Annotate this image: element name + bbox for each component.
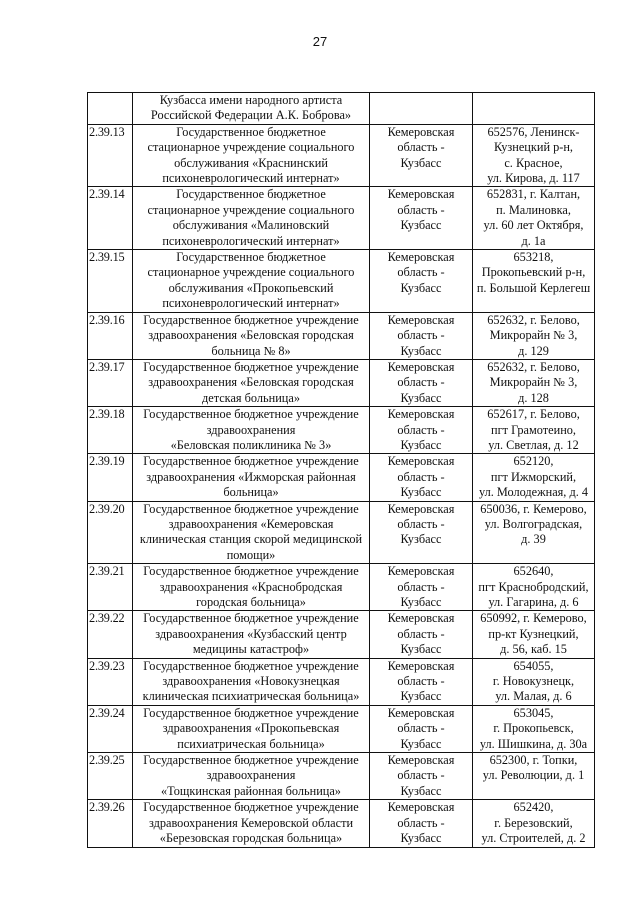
region-cell bbox=[370, 407, 473, 454]
name-line: Государственное бюджетное учреждение bbox=[143, 501, 359, 516]
name-line: Государственное бюджетное учреждение bbox=[143, 611, 359, 626]
name-line: Государственное бюджетное учреждение bbox=[143, 705, 359, 720]
name-line: больница» bbox=[223, 485, 279, 500]
address-line: пгт Краснобродский, bbox=[478, 579, 589, 594]
address-line: Микрорайн № 3, bbox=[489, 328, 578, 343]
table-row bbox=[88, 250, 595, 313]
region-line: область - bbox=[397, 721, 445, 736]
address-line: Микрорайн № 3, bbox=[489, 375, 578, 390]
region-cell bbox=[370, 359, 473, 406]
table-row bbox=[88, 501, 595, 564]
address-line: ул. Молодежная, д. 4 bbox=[478, 485, 589, 500]
address-cell bbox=[473, 800, 595, 847]
table-row bbox=[88, 124, 595, 187]
region-cell bbox=[370, 250, 473, 313]
row-number-cell: 2.39.22 bbox=[88, 611, 133, 658]
region-line: Кузбасс bbox=[400, 783, 442, 798]
region-line: Кемеровская bbox=[387, 359, 455, 374]
name-line: «Березовская городская больница» bbox=[159, 831, 343, 846]
region-line: Кузбасс bbox=[400, 595, 442, 609]
address-line: 652576, Ленинск- bbox=[487, 124, 580, 139]
name-line: Государственное бюджетное bbox=[176, 187, 326, 202]
table-row bbox=[88, 187, 595, 250]
table-row bbox=[88, 753, 595, 800]
address-line: д. 56, каб. 15 bbox=[500, 642, 567, 657]
name-line: здравоохранения bbox=[206, 422, 296, 437]
address-cell bbox=[473, 93, 595, 125]
row-number-cell: 2.39.25 bbox=[88, 753, 133, 800]
institution-name-cell bbox=[133, 564, 370, 611]
region-line: Кузбасс bbox=[400, 689, 442, 704]
address-cell bbox=[473, 658, 595, 705]
address-cell bbox=[473, 501, 595, 564]
address-line: пр-кт Кузнецкий, bbox=[488, 626, 579, 641]
region-line: область - bbox=[397, 328, 445, 343]
address-line: ул. Шишкина, д. 30а bbox=[479, 736, 588, 751]
name-line: здравоохранения «Кузбасский центр bbox=[155, 626, 347, 641]
address-cell bbox=[473, 611, 595, 658]
region-line: область - bbox=[397, 140, 445, 155]
institution-name-cell bbox=[133, 658, 370, 705]
region-line: область - bbox=[397, 674, 445, 689]
region-line: Кемеровская bbox=[387, 187, 455, 202]
name-line: детская больница» bbox=[201, 390, 300, 405]
region-line: Кемеровская bbox=[387, 705, 455, 720]
region-line: Кузбасс bbox=[400, 532, 442, 547]
address-line: д. 39 bbox=[521, 532, 546, 547]
name-line: здравоохранения «Беловская городская bbox=[148, 375, 354, 390]
region-cell bbox=[370, 124, 473, 187]
address-cell bbox=[473, 454, 595, 501]
address-line: г. Новокузнецк, bbox=[492, 674, 575, 689]
name-line: Государственное бюджетное учреждение bbox=[143, 658, 359, 673]
region-cell bbox=[370, 187, 473, 250]
address-cell bbox=[473, 187, 595, 250]
name-line: клиническая станция скорой медицинской bbox=[139, 532, 363, 547]
region-line: область - bbox=[397, 516, 445, 531]
address-line: 652632, г. Белово, bbox=[487, 312, 580, 327]
name-line: здравоохранения «Новокузнецкая bbox=[162, 674, 340, 689]
institution-name-cell bbox=[133, 187, 370, 250]
row-number-cell: 2.39.14 bbox=[88, 187, 133, 250]
table-row bbox=[88, 800, 595, 847]
name-line: Кузбасса имени народного артиста bbox=[159, 93, 343, 107]
address-cell bbox=[473, 753, 595, 800]
address-cell bbox=[473, 564, 595, 611]
region-line: Кемеровская bbox=[387, 611, 455, 626]
name-line: психоневрологический интернат» bbox=[162, 233, 340, 248]
address-line: п. Малиновка, bbox=[496, 202, 571, 217]
region-line: область - bbox=[397, 422, 445, 437]
region-cell bbox=[370, 611, 473, 658]
name-line: Российской Федерации А.К. Боброва» bbox=[150, 108, 352, 123]
name-line: здравоохранения «Ижморская районная bbox=[146, 469, 356, 484]
region-cell bbox=[370, 93, 473, 125]
name-line: Государственное бюджетное учреждение bbox=[143, 564, 359, 579]
region-line: область - bbox=[397, 202, 445, 217]
name-line: Государственное бюджетное bbox=[176, 250, 326, 265]
address-line: Прокопьевский р-н, bbox=[481, 265, 586, 280]
institution-name-cell bbox=[133, 705, 370, 752]
region-line: Кемеровская bbox=[387, 564, 455, 579]
region-cell bbox=[370, 564, 473, 611]
address-line: ул. Малая, д. 6 bbox=[495, 689, 572, 704]
address-line: 652420, bbox=[513, 800, 554, 815]
region-line: Кузбасс bbox=[400, 343, 442, 358]
institution-name-cell bbox=[133, 501, 370, 564]
address-line: ул. Кирова, д. 117 bbox=[487, 171, 580, 186]
region-cell bbox=[370, 501, 473, 564]
table-body bbox=[88, 93, 595, 848]
address-line: 652831, г. Калтан, bbox=[486, 187, 581, 202]
region-cell bbox=[370, 705, 473, 752]
region-line: Кемеровская bbox=[387, 124, 455, 139]
name-line: Государственное бюджетное учреждение bbox=[143, 312, 359, 327]
address-line: ул. Гагарина, д. 6 bbox=[488, 595, 579, 609]
region-line: область - bbox=[397, 469, 445, 484]
name-line: Государственное бюджетное учреждение bbox=[143, 454, 359, 469]
institution-name-cell bbox=[133, 124, 370, 187]
name-line: Государственное бюджетное учреждение bbox=[143, 407, 359, 422]
table-row bbox=[88, 658, 595, 705]
page-number: 27 bbox=[312, 34, 328, 49]
region-line: Кузбасс bbox=[400, 736, 442, 751]
region-line: Кузбасс bbox=[400, 280, 442, 295]
row-number-cell: 2.39.26 bbox=[88, 800, 133, 847]
name-line: медицины катастроф» bbox=[192, 642, 310, 657]
name-line: психоневрологический интернат» bbox=[162, 296, 340, 311]
region-cell bbox=[370, 312, 473, 359]
region-line: Кузбасс bbox=[400, 642, 442, 657]
address-line: г. Березовский, bbox=[494, 815, 573, 830]
region-line: Кузбасс bbox=[400, 155, 442, 170]
row-number-cell: 2.39.24 bbox=[88, 705, 133, 752]
address-line: 653045, bbox=[513, 705, 554, 720]
table-row bbox=[88, 359, 595, 406]
region-line: Кемеровская bbox=[387, 753, 455, 768]
table-row bbox=[88, 454, 595, 501]
table-row bbox=[88, 611, 595, 658]
row-number-cell: 2.39.20 bbox=[88, 501, 133, 564]
name-line: Государственное бюджетное учреждение bbox=[143, 753, 359, 768]
name-line: обслуживания «Прокопьевский bbox=[168, 280, 334, 295]
row-number-cell: 2.39.23 bbox=[88, 658, 133, 705]
address-line: г. Прокопьевск, bbox=[493, 721, 574, 736]
address-line: 652632, г. Белово, bbox=[487, 359, 580, 374]
address-line: ул. Светлая, д. 12 bbox=[488, 437, 579, 452]
address-cell bbox=[473, 124, 595, 187]
address-line: 653218, bbox=[513, 250, 554, 265]
address-cell bbox=[473, 407, 595, 454]
institution-name-cell bbox=[133, 454, 370, 501]
name-line: психоневрологический интернат» bbox=[162, 171, 340, 186]
address-cell bbox=[473, 359, 595, 406]
name-line: обслуживания «Краснинский bbox=[174, 155, 328, 170]
region-line: Кемеровская bbox=[387, 407, 455, 422]
region-cell bbox=[370, 658, 473, 705]
name-line: больница № 8» bbox=[211, 343, 291, 358]
table-row bbox=[88, 564, 595, 611]
name-line: Государственное бюджетное учреждение bbox=[143, 800, 359, 815]
address-line: 652120, bbox=[513, 454, 554, 469]
name-line: клиническая психиатрическая больница» bbox=[142, 689, 360, 704]
institution-name-cell bbox=[133, 800, 370, 847]
name-line: «Тощкинская районная больница» bbox=[161, 783, 341, 798]
institution-name-cell bbox=[133, 407, 370, 454]
address-line: д. 128 bbox=[518, 390, 549, 405]
address-line: ул. 60 лет Октября, bbox=[483, 218, 584, 233]
table-row bbox=[88, 407, 595, 454]
address-cell bbox=[473, 250, 595, 313]
address-cell bbox=[473, 705, 595, 752]
address-line: 650036, г. Кемерово, bbox=[480, 501, 587, 516]
table-row bbox=[88, 312, 595, 359]
address-line: п. Большой Керлегеш bbox=[476, 280, 591, 295]
region-line: область - bbox=[397, 579, 445, 594]
region-line: Кемеровская bbox=[387, 454, 455, 469]
name-line: стационарное учреждение социального bbox=[147, 202, 355, 217]
name-line: здравоохранения «Краснобродская bbox=[159, 579, 343, 594]
name-line: здравоохранения «Беловская городская bbox=[148, 328, 354, 343]
address-cell bbox=[473, 312, 595, 359]
region-cell bbox=[370, 800, 473, 847]
region-line: область - bbox=[397, 626, 445, 641]
institution-name-cell bbox=[133, 611, 370, 658]
name-line: здравоохранения bbox=[206, 768, 296, 783]
institution-name-cell bbox=[133, 753, 370, 800]
region-line: Кузбасс bbox=[400, 485, 442, 500]
row-number-cell bbox=[88, 93, 133, 125]
name-line: городская больница» bbox=[196, 595, 306, 609]
address-line: ул. Волгоградская, bbox=[484, 516, 583, 531]
institutions-table bbox=[87, 92, 595, 848]
address-line: 652640, bbox=[513, 564, 554, 579]
row-number-cell: 2.39.16 bbox=[88, 312, 133, 359]
address-line: пгт Грамотеино, bbox=[491, 422, 576, 437]
address-line: Кузнецкий р-н, bbox=[493, 140, 573, 155]
institution-name-cell bbox=[133, 359, 370, 406]
region-line: область - bbox=[397, 265, 445, 280]
region-line: область - bbox=[397, 815, 445, 830]
name-line: Государственное бюджетное bbox=[176, 124, 326, 139]
region-line: Кузбасс bbox=[400, 437, 442, 452]
name-line: здравоохранения «Кемеровская bbox=[168, 516, 334, 531]
region-line: Кемеровская bbox=[387, 658, 455, 673]
region-line: Кемеровская bbox=[387, 501, 455, 516]
name-line: Государственное бюджетное учреждение bbox=[143, 359, 359, 374]
region-cell bbox=[370, 454, 473, 501]
row-number-cell: 2.39.19 bbox=[88, 454, 133, 501]
table-row bbox=[88, 93, 595, 125]
row-number-cell: 2.39.18 bbox=[88, 407, 133, 454]
address-line: д. 129 bbox=[518, 343, 549, 358]
row-number-cell: 2.39.17 bbox=[88, 359, 133, 406]
institution-name-cell bbox=[133, 312, 370, 359]
region-line: Кемеровская bbox=[387, 312, 455, 327]
name-line: здравоохранения «Прокопьевская bbox=[162, 721, 340, 736]
row-number-cell: 2.39.13 bbox=[88, 124, 133, 187]
address-line: ул. Революции, д. 1 bbox=[482, 768, 585, 783]
address-line: 652617, г. Белово, bbox=[487, 407, 580, 422]
region-line: Кузбасс bbox=[400, 218, 442, 233]
row-number-cell: 2.39.21 bbox=[88, 564, 133, 611]
region-cell bbox=[370, 753, 473, 800]
name-line: обслуживания «Малиновский bbox=[172, 218, 330, 233]
address-line: пгт Ижморский, bbox=[490, 469, 577, 484]
name-line: стационарное учреждение социального bbox=[147, 140, 355, 155]
region-line: область - bbox=[397, 375, 445, 390]
address-line: д. 1а bbox=[521, 233, 546, 248]
region-line: Кемеровская bbox=[387, 250, 455, 265]
address-line: 652300, г. Топки, bbox=[489, 753, 578, 768]
address-line: с. Красное, bbox=[504, 155, 563, 170]
region-line: Кузбасс bbox=[400, 390, 442, 405]
address-line: ул. Строителей, д. 2 bbox=[481, 831, 586, 846]
row-number-cell: 2.39.15 bbox=[88, 250, 133, 313]
region-line: Кузбасс bbox=[400, 831, 442, 846]
institution-name-cell bbox=[133, 93, 370, 125]
name-line: стационарное учреждение социального bbox=[147, 265, 355, 280]
name-line: психиатрическая больница» bbox=[177, 736, 325, 751]
name-line: здравоохранения Кемеровской области bbox=[148, 815, 354, 830]
table-row bbox=[88, 705, 595, 752]
region-line: Кемеровская bbox=[387, 800, 455, 815]
name-line: помощи» bbox=[226, 547, 276, 562]
address-line: 650992, г. Кемерово, bbox=[480, 611, 587, 626]
address-line: 654055, bbox=[513, 658, 554, 673]
institution-name-cell bbox=[133, 250, 370, 313]
name-line: «Беловская поликлиника № 3» bbox=[170, 437, 332, 452]
region-line: область - bbox=[397, 768, 445, 783]
